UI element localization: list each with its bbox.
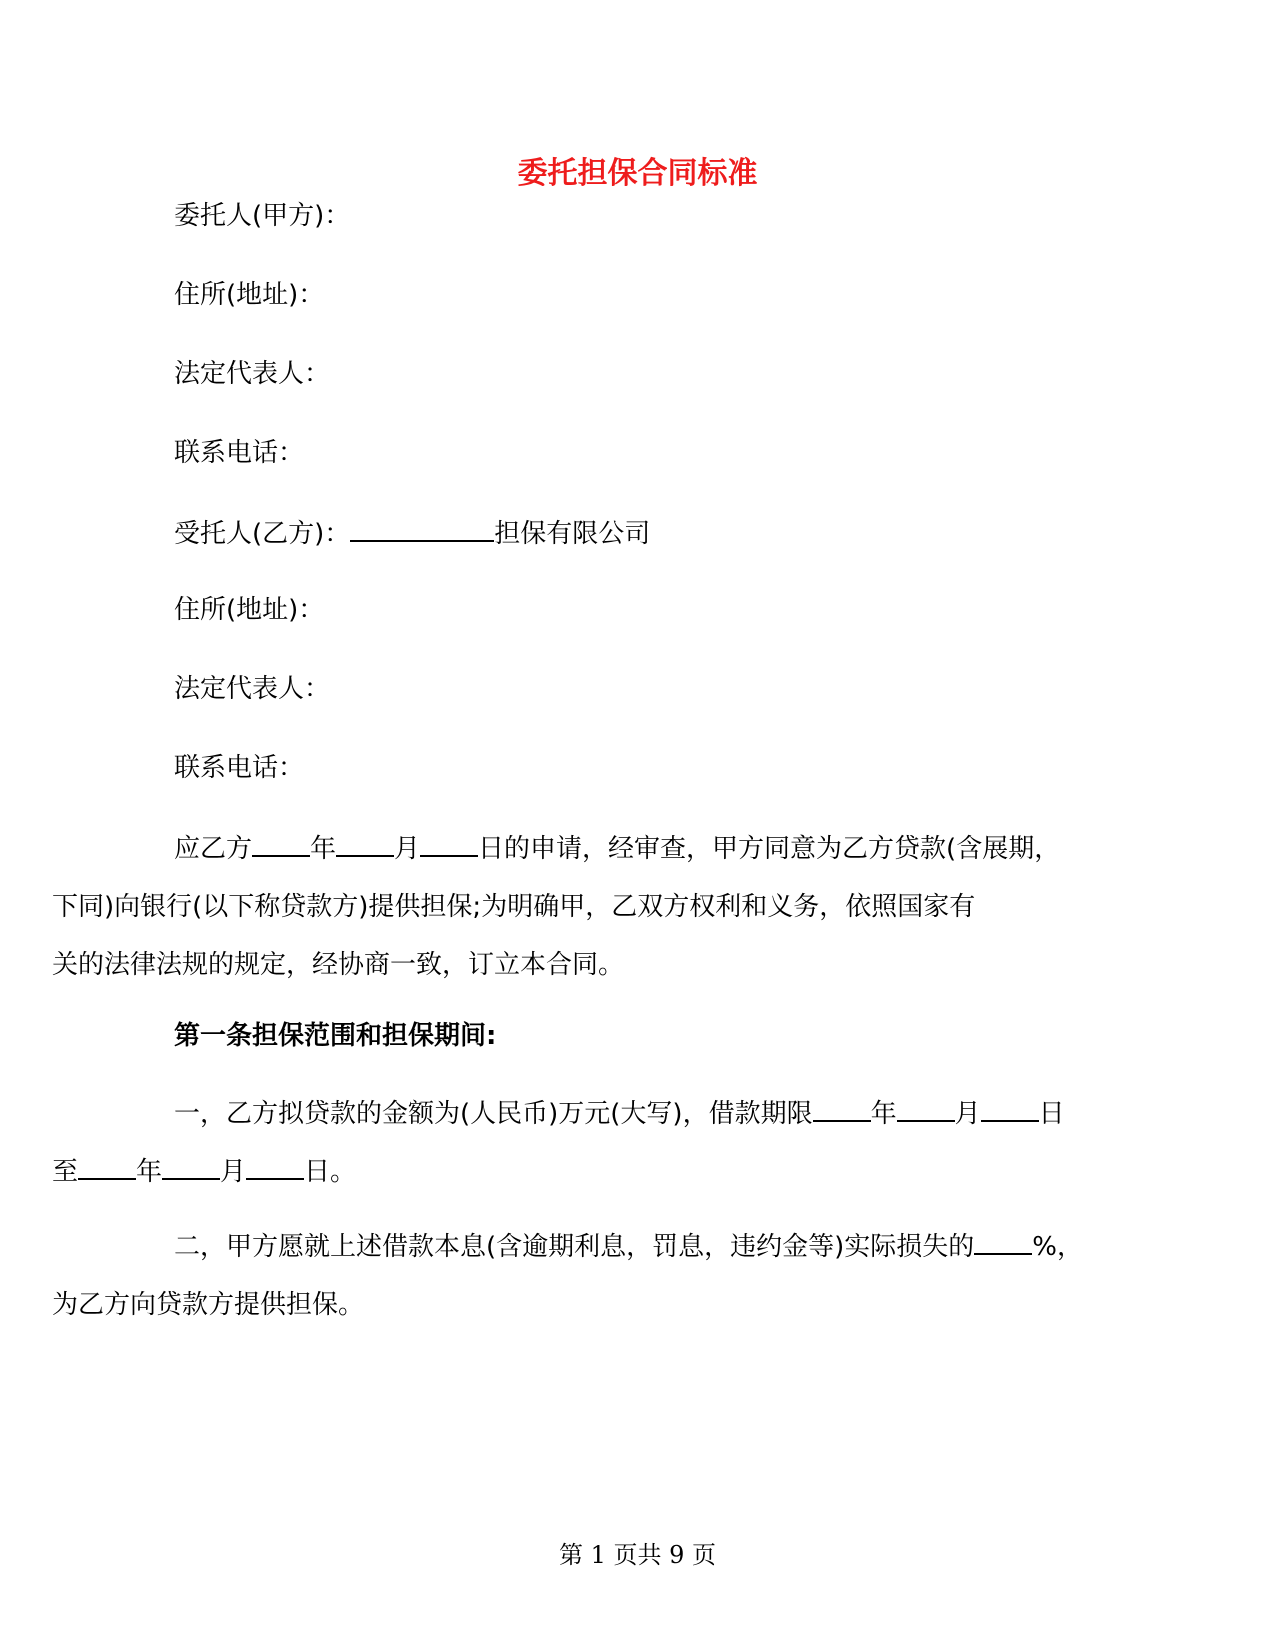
page-footer: 第 1 页共 9 页 xyxy=(558,1541,717,1569)
party-b-label: 受托人(乙方)： xyxy=(174,519,351,549)
party-a-rep-label: 法定代表人： xyxy=(174,359,331,389)
blank xyxy=(252,829,310,857)
blank xyxy=(974,1227,1032,1255)
blank xyxy=(336,829,394,857)
clause-1-paragraph xyxy=(52,1085,1173,1201)
clause-2-line-2: 为乙方向贷款方提供担保。 xyxy=(52,1290,365,1320)
company-suffix: 担保有限公司 xyxy=(494,519,651,549)
clause-2-paragraph xyxy=(52,1218,1173,1334)
clause-1-line-2: 至 年 月 日。 xyxy=(52,1143,1173,1201)
clause-2-line-1: 二，甲方愿就上述借款本息(含逾期利息，罚息，违约金等)实际损失的 %， xyxy=(113,1218,1173,1276)
preamble-line-2: 下同)向银行(以下称贷款方)提供担保;为明确甲，乙双方权利和义务，依照国家有 xyxy=(52,892,976,922)
preamble-line-3: 关的法律法规的规定，经协商一致，订立本合同。 xyxy=(52,950,625,980)
preamble-line-1: 应乙方 年 月 日的申请，经审查，甲方同意为乙方贷款(含展期， xyxy=(113,820,1173,878)
blank xyxy=(162,1152,220,1180)
document-title: 委托担保合同标准 xyxy=(517,156,758,191)
blank xyxy=(981,1094,1039,1122)
party-b-address-label: 住所(地址)： xyxy=(174,595,325,625)
party-a-address-label: 住所(地址)： xyxy=(174,280,325,310)
preamble-paragraph xyxy=(52,820,1173,994)
blank xyxy=(897,1094,955,1122)
clause-1-line-1: 一，乙方拟贷款的金额为(人民币)万元(大写)，借款期限 年 月 日 xyxy=(113,1085,1173,1143)
blank xyxy=(246,1152,304,1180)
blank xyxy=(78,1152,136,1180)
blank xyxy=(420,829,478,857)
company-name-blank xyxy=(350,514,494,542)
party-a-label: 委托人(甲方)： xyxy=(174,201,351,231)
blank xyxy=(813,1094,871,1122)
party-b-line xyxy=(174,514,650,552)
party-b-phone-label: 联系电话： xyxy=(174,753,305,783)
article-1-heading: 第一条担保范围和担保期间: xyxy=(174,1021,497,1051)
party-b-rep-label: 法定代表人： xyxy=(174,674,331,704)
party-a-phone-label: 联系电话： xyxy=(174,438,305,468)
